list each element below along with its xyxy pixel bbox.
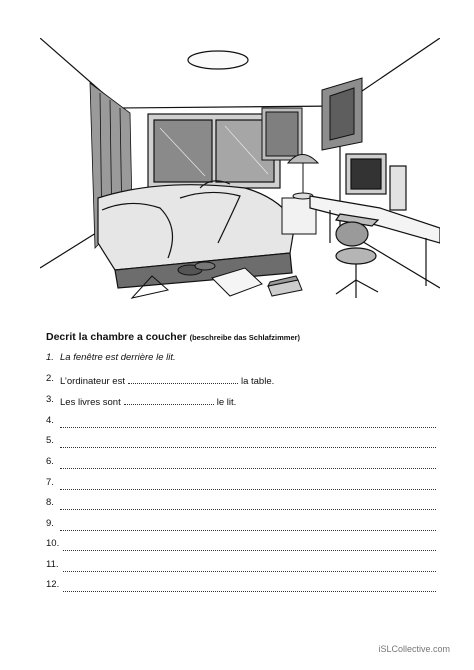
bedroom-illustration xyxy=(40,38,440,310)
sentence-start: Les livres sont xyxy=(60,397,121,408)
table-lamp xyxy=(288,155,318,200)
exercise-line-7 xyxy=(46,477,436,491)
answer-line[interactable] xyxy=(60,415,436,428)
line-number: 4. xyxy=(46,415,54,426)
line-number: 3. xyxy=(46,394,54,405)
exercise-line-5 xyxy=(46,435,436,449)
title-subtitle: (beschreibe das Schlafzimmer) xyxy=(189,333,301,342)
answer-line[interactable] xyxy=(60,497,436,510)
books xyxy=(268,276,302,296)
sentence-end: la table. xyxy=(240,376,275,387)
exercise-line-3 xyxy=(46,394,436,408)
answer-line[interactable] xyxy=(60,456,436,469)
exercise-line-2 xyxy=(46,373,436,387)
watermark: iSLCollective.com xyxy=(378,644,450,654)
line-number: 6. xyxy=(46,456,54,467)
line-number: 10. xyxy=(46,538,60,549)
exercise-line-10 xyxy=(46,538,436,552)
exercise-line-1 xyxy=(46,352,436,366)
line-number: 12. xyxy=(46,579,60,590)
chair xyxy=(336,222,378,298)
answer-line[interactable] xyxy=(63,538,436,551)
line-number: 7. xyxy=(46,477,54,488)
line-number: 9. xyxy=(46,518,54,529)
answer-line[interactable] xyxy=(63,559,436,572)
title-text: Decrit la chambre a coucher xyxy=(46,331,187,343)
exercise-line-11 xyxy=(46,559,436,573)
poster-large xyxy=(322,78,362,150)
desk xyxy=(310,196,440,286)
line-number: 8. xyxy=(46,497,54,508)
poster-small xyxy=(262,108,302,160)
worksheet-title xyxy=(46,331,300,343)
line-number: 2. xyxy=(46,373,54,384)
line-number: 1. xyxy=(46,352,54,363)
exercise-line-8 xyxy=(46,497,436,511)
example-sentence: La fenêtre est derrière le lit. xyxy=(60,352,176,363)
exercise-line-12 xyxy=(46,579,436,593)
exercise-line-9 xyxy=(46,518,436,532)
sentence-start: L’ordinateur est xyxy=(60,376,125,387)
answer-line[interactable] xyxy=(63,579,436,592)
line-number: 5. xyxy=(46,435,54,446)
answer-blank[interactable] xyxy=(128,373,238,384)
window xyxy=(148,114,280,188)
sentence-end: le lit. xyxy=(216,397,237,408)
exercise-line-6 xyxy=(46,456,436,470)
exercise-line-4 xyxy=(46,415,436,429)
ceiling-lamp xyxy=(188,51,248,69)
answer-blank[interactable] xyxy=(124,394,214,405)
line-number: 11. xyxy=(46,559,59,570)
answer-line[interactable] xyxy=(60,477,436,490)
answer-line[interactable] xyxy=(60,518,436,531)
answer-line[interactable] xyxy=(60,435,436,448)
